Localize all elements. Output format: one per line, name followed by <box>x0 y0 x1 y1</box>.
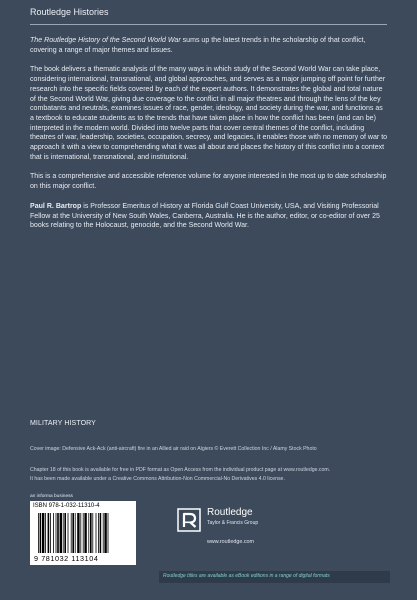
intro-paragraph <box>30 36 388 55</box>
routledge-logo-icon <box>176 505 202 535</box>
publisher-url: www.routledge.com <box>207 539 255 545</box>
isbn-barcode-box <box>30 501 136 565</box>
open-access-line-1: Chapter 18 of this book is available for free in PDF format as Open Access from the individual product page at www.routledge.com. <box>30 467 331 473</box>
ebook-note: Routledge titles are available as eBook editions in a range of digital formats <box>163 573 330 579</box>
series-title: Routledge Histories <box>30 7 109 17</box>
author-name: Paul R. Bartrop <box>30 202 82 210</box>
subject-category: MILITARY HISTORY <box>30 420 96 427</box>
header-rule <box>30 24 387 25</box>
book-title: The Routledge History of the Second World War <box>30 37 181 44</box>
publisher-name: Routledge <box>207 507 253 518</box>
author-bio <box>30 202 388 231</box>
publisher-group: Taylor & Francis Group <box>207 520 259 526</box>
author-bio-text: is Professor Emeritus of History at Florida Gulf Coast University, USA, and Visiting Professorial Fellow at the University of New South Wales, Canberra, Australia. He is the author, editor, or co-editor of over 25 books relating to the Holocaust, genocide, and the Second World War. <box>30 202 380 230</box>
back-cover-description <box>30 36 388 241</box>
cover-image-credit: Cover image: Defensive Ack-Ack (anti-aircraft) fire in an Allied air raid on Algiers © Everett Collection Inc / Alamy Stock Photo <box>30 446 317 452</box>
open-access-line-2: It has been made available under a Creative Commons Attribution-Non Commercial-No Derivatives 4.0 license. <box>30 476 285 482</box>
informa-label: an informa business <box>30 494 73 499</box>
summary-paragraph: This is a comprehensive and accessible reference volume for anyone interested in the most up to date scholarship on this major conflict. <box>30 173 387 191</box>
open-access-note <box>30 466 400 484</box>
intro-text: sums up the latest trends in the scholarship of that conflict, covering a range of major themes and issues. <box>30 37 366 54</box>
barcode-icon <box>36 513 132 553</box>
barcode-number: 9 781032 113104 <box>34 554 99 563</box>
ebook-band <box>159 571 390 583</box>
description-paragraph: The book delivers a thematic analysis of the many ways in which study of the Second World War can take place, considering international, transnational, and global approaches, and serves as a major jumping off point for further research into the specific fields covered by each of the expert authors. It demonstrates the global and total nature of the Second World War, giving due coverage to the conflict in all major theatres and through the lens of the key combatants and neutrals, examines issues of race, gender, ideology, and society during the war, and functions as a textbook to educate students as to the trends that have taken place in how the conflict has been (and can be) interpreted in the modern world. Divided into twelve parts that cover central themes of the conflict, including theatres of war, leadership, societies, occupation, secrecy, and legacies, it enables those with no memory of war to approach it with a view to comprehending what it was all about and places the history of this conflict into a context that is international, transnational, and institutional. <box>30 66 388 161</box>
isbn-label: ISBN 978-1-032-11310-4 <box>33 503 100 509</box>
publisher-block <box>176 505 296 547</box>
